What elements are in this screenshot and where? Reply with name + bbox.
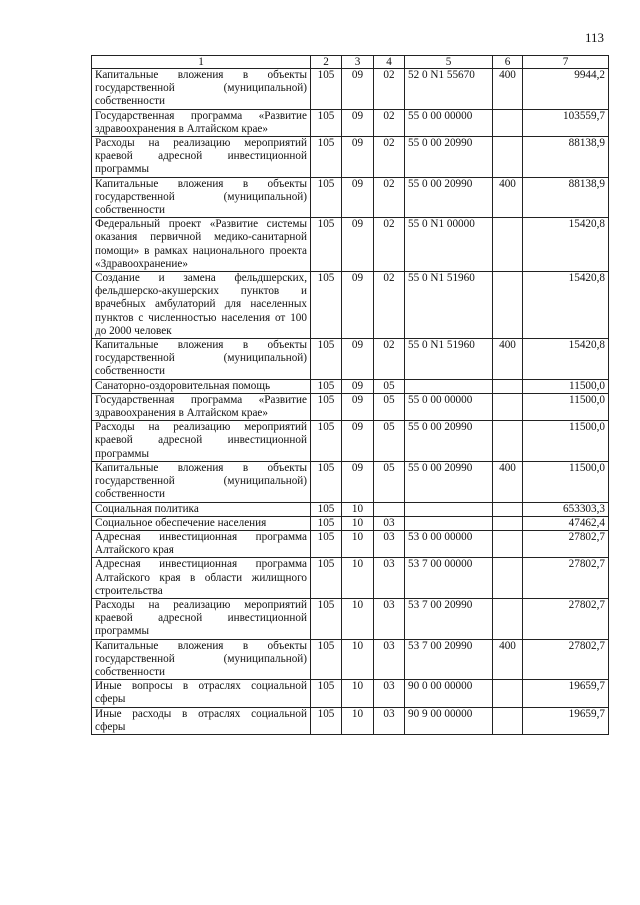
row-subsection-cell: 05 <box>374 393 405 420</box>
table-header <box>92 56 609 69</box>
row-code-cell: 105 <box>311 516 342 530</box>
header-cell: 4 <box>374 56 405 69</box>
table-row <box>92 680 609 707</box>
table-row <box>92 339 609 380</box>
row-amount-cell: 19659,7 <box>523 680 609 707</box>
row-code-cell: 105 <box>311 339 342 380</box>
table-row <box>92 502 609 516</box>
table-row <box>92 707 609 734</box>
row-section-cell: 10 <box>342 639 374 680</box>
row-type-cell <box>493 502 523 516</box>
row-amount-cell: 15420,8 <box>523 218 609 272</box>
table-row <box>92 137 609 178</box>
row-target-cell: 52 0 N1 55670 <box>405 69 493 110</box>
row-type-cell <box>493 379 523 393</box>
row-code-cell: 105 <box>311 530 342 557</box>
row-amount-cell: 103559,7 <box>523 109 609 136</box>
row-target-cell: 55 0 N1 51960 <box>405 339 493 380</box>
row-amount-cell: 11500,0 <box>523 421 609 462</box>
row-code-cell: 105 <box>311 393 342 420</box>
row-code-cell: 105 <box>311 502 342 516</box>
row-type-cell <box>493 218 523 272</box>
row-target-cell: 90 9 00 00000 <box>405 707 493 734</box>
row-target-cell: 55 0 N1 51960 <box>405 272 493 339</box>
row-target-cell <box>405 379 493 393</box>
table-row <box>92 421 609 462</box>
row-section-cell: 09 <box>342 461 374 502</box>
row-type-cell <box>493 707 523 734</box>
row-subsection-cell: 05 <box>374 421 405 462</box>
row-name-cell: Федеральный проект «Развитие системы оказания первичной медико-санитарной помощи» в рамках национального проекта «Здравоохранение» <box>92 218 311 272</box>
row-type-cell <box>493 272 523 339</box>
row-subsection-cell: 03 <box>374 680 405 707</box>
table-row <box>92 109 609 136</box>
row-code-cell: 105 <box>311 69 342 110</box>
row-type-cell <box>493 137 523 178</box>
row-target-cell: 55 0 00 20990 <box>405 137 493 178</box>
row-amount-cell: 9944,2 <box>523 69 609 110</box>
row-target-cell <box>405 502 493 516</box>
row-name-cell: Расходы на реализацию мероприятий краевой адресной инвестиционной программы <box>92 137 311 178</box>
table-row <box>92 516 609 530</box>
row-subsection-cell: 03 <box>374 558 405 599</box>
row-subsection-cell: 02 <box>374 137 405 178</box>
row-subsection-cell: 02 <box>374 218 405 272</box>
row-subsection-cell: 03 <box>374 639 405 680</box>
row-name-cell: Адресная инвестиционная программа Алтайского края в области жилищного строительства <box>92 558 311 599</box>
table-row <box>92 558 609 599</box>
row-type-cell: 400 <box>493 339 523 380</box>
row-name-cell: Капитальные вложения в объекты государственной (муниципальной) собственности <box>92 177 311 218</box>
row-target-cell: 55 0 00 00000 <box>405 393 493 420</box>
table-row <box>92 598 609 639</box>
row-amount-cell: 11500,0 <box>523 461 609 502</box>
table-body <box>92 69 609 735</box>
row-code-cell: 105 <box>311 598 342 639</box>
row-name-cell: Государственная программа «Развитие здравоохранения в Алтайском крае» <box>92 393 311 420</box>
header-row <box>92 56 609 69</box>
table-row <box>92 639 609 680</box>
row-name-cell: Расходы на реализацию мероприятий краевой адресной инвестиционной программы <box>92 598 311 639</box>
row-type-cell <box>493 421 523 462</box>
row-subsection-cell: 03 <box>374 598 405 639</box>
table-row <box>92 379 609 393</box>
row-code-cell: 105 <box>311 680 342 707</box>
row-amount-cell: 88138,9 <box>523 137 609 178</box>
row-subsection-cell: 03 <box>374 707 405 734</box>
row-target-cell: 53 7 00 20990 <box>405 639 493 680</box>
row-type-cell: 400 <box>493 639 523 680</box>
row-type-cell <box>493 393 523 420</box>
row-subsection-cell: 05 <box>374 379 405 393</box>
row-section-cell: 09 <box>342 218 374 272</box>
row-code-cell: 105 <box>311 461 342 502</box>
row-type-cell: 400 <box>493 461 523 502</box>
table-row <box>92 393 609 420</box>
row-section-cell: 10 <box>342 598 374 639</box>
row-amount-cell: 15420,8 <box>523 339 609 380</box>
row-name-cell: Капитальные вложения в объекты государственной (муниципальной) собственности <box>92 639 311 680</box>
row-type-cell <box>493 680 523 707</box>
row-name-cell: Капитальные вложения в объекты государственной (муниципальной) собственности <box>92 69 311 110</box>
row-section-cell: 09 <box>342 109 374 136</box>
row-type-cell <box>493 516 523 530</box>
row-section-cell: 09 <box>342 339 374 380</box>
row-name-cell: Создание и замена фельдшерских, фельдшерско-акушерских пунктов и врачебных амбулаторий для населенных пунктов с численностью населения от 100 до 2000 человек <box>92 272 311 339</box>
row-section-cell: 10 <box>342 558 374 599</box>
row-section-cell: 09 <box>342 379 374 393</box>
row-section-cell: 09 <box>342 137 374 178</box>
row-subsection-cell: 02 <box>374 272 405 339</box>
row-code-cell: 105 <box>311 379 342 393</box>
row-target-cell: 53 0 00 00000 <box>405 530 493 557</box>
row-section-cell: 09 <box>342 393 374 420</box>
row-subsection-cell: 02 <box>374 109 405 136</box>
row-section-cell: 10 <box>342 516 374 530</box>
row-amount-cell: 15420,8 <box>523 272 609 339</box>
table-row <box>92 218 609 272</box>
budget-table <box>91 55 609 735</box>
row-target-cell: 55 0 N1 00000 <box>405 218 493 272</box>
header-cell: 6 <box>493 56 523 69</box>
header-cell: 1 <box>92 56 311 69</box>
row-name-cell: Государственная программа «Развитие здравоохранения в Алтайском крае» <box>92 109 311 136</box>
row-target-cell: 53 7 00 00000 <box>405 558 493 599</box>
row-section-cell: 10 <box>342 530 374 557</box>
row-amount-cell: 11500,0 <box>523 393 609 420</box>
table-row <box>92 69 609 110</box>
header-cell: 2 <box>311 56 342 69</box>
row-name-cell: Капитальные вложения в объекты государственной (муниципальной) собственности <box>92 339 311 380</box>
row-code-cell: 105 <box>311 177 342 218</box>
row-name-cell: Иные расходы в отраслях социальной сферы <box>92 707 311 734</box>
table-row <box>92 461 609 502</box>
row-amount-cell: 27802,7 <box>523 598 609 639</box>
row-type-cell <box>493 109 523 136</box>
row-section-cell: 10 <box>342 680 374 707</box>
row-type-cell: 400 <box>493 69 523 110</box>
row-amount-cell: 88138,9 <box>523 177 609 218</box>
page-number: 113 <box>585 30 605 45</box>
row-section-cell: 09 <box>342 421 374 462</box>
row-subsection-cell: 03 <box>374 530 405 557</box>
row-name-cell: Расходы на реализацию мероприятий краевой адресной инвестиционной программы <box>92 421 311 462</box>
row-type-cell: 400 <box>493 177 523 218</box>
header-cell: 3 <box>342 56 374 69</box>
row-type-cell <box>493 598 523 639</box>
table-row <box>92 272 609 339</box>
row-target-cell <box>405 516 493 530</box>
row-name-cell: Капитальные вложения в объекты государственной (муниципальной) собственности <box>92 461 311 502</box>
row-amount-cell: 27802,7 <box>523 530 609 557</box>
header-cell: 7 <box>523 56 609 69</box>
row-amount-cell: 47462,4 <box>523 516 609 530</box>
row-type-cell <box>493 558 523 599</box>
row-section-cell: 09 <box>342 69 374 110</box>
row-code-cell: 105 <box>311 707 342 734</box>
row-subsection-cell: 03 <box>374 516 405 530</box>
row-amount-cell: 11500,0 <box>523 379 609 393</box>
row-code-cell: 105 <box>311 109 342 136</box>
row-amount-cell: 19659,7 <box>523 707 609 734</box>
row-target-cell: 53 7 00 20990 <box>405 598 493 639</box>
row-amount-cell: 653303,3 <box>523 502 609 516</box>
row-code-cell: 105 <box>311 218 342 272</box>
row-code-cell: 105 <box>311 558 342 599</box>
row-name-cell: Социальное обеспечение населения <box>92 516 311 530</box>
row-section-cell: 10 <box>342 707 374 734</box>
row-section-cell: 09 <box>342 177 374 218</box>
row-name-cell: Санаторно-оздоровительная помощь <box>92 379 311 393</box>
row-name-cell: Адресная инвестиционная программа Алтайского края <box>92 530 311 557</box>
row-code-cell: 105 <box>311 137 342 178</box>
row-target-cell: 55 0 00 20990 <box>405 421 493 462</box>
row-type-cell <box>493 530 523 557</box>
row-target-cell: 55 0 00 20990 <box>405 461 493 502</box>
header-cell: 5 <box>405 56 493 69</box>
row-amount-cell: 27802,7 <box>523 558 609 599</box>
row-target-cell: 90 0 00 00000 <box>405 680 493 707</box>
row-amount-cell: 27802,7 <box>523 639 609 680</box>
row-code-cell: 105 <box>311 272 342 339</box>
row-section-cell: 09 <box>342 272 374 339</box>
row-name-cell: Социальная политика <box>92 502 311 516</box>
row-code-cell: 105 <box>311 421 342 462</box>
table-row <box>92 177 609 218</box>
row-code-cell: 105 <box>311 639 342 680</box>
row-subsection-cell: 02 <box>374 177 405 218</box>
table-row <box>92 530 609 557</box>
row-subsection-cell: 02 <box>374 69 405 110</box>
row-target-cell: 55 0 00 20990 <box>405 177 493 218</box>
row-name-cell: Иные вопросы в отраслях социальной сферы <box>92 680 311 707</box>
row-subsection-cell: 02 <box>374 339 405 380</box>
row-subsection-cell <box>374 502 405 516</box>
row-subsection-cell: 05 <box>374 461 405 502</box>
row-section-cell: 10 <box>342 502 374 516</box>
row-target-cell: 55 0 00 00000 <box>405 109 493 136</box>
